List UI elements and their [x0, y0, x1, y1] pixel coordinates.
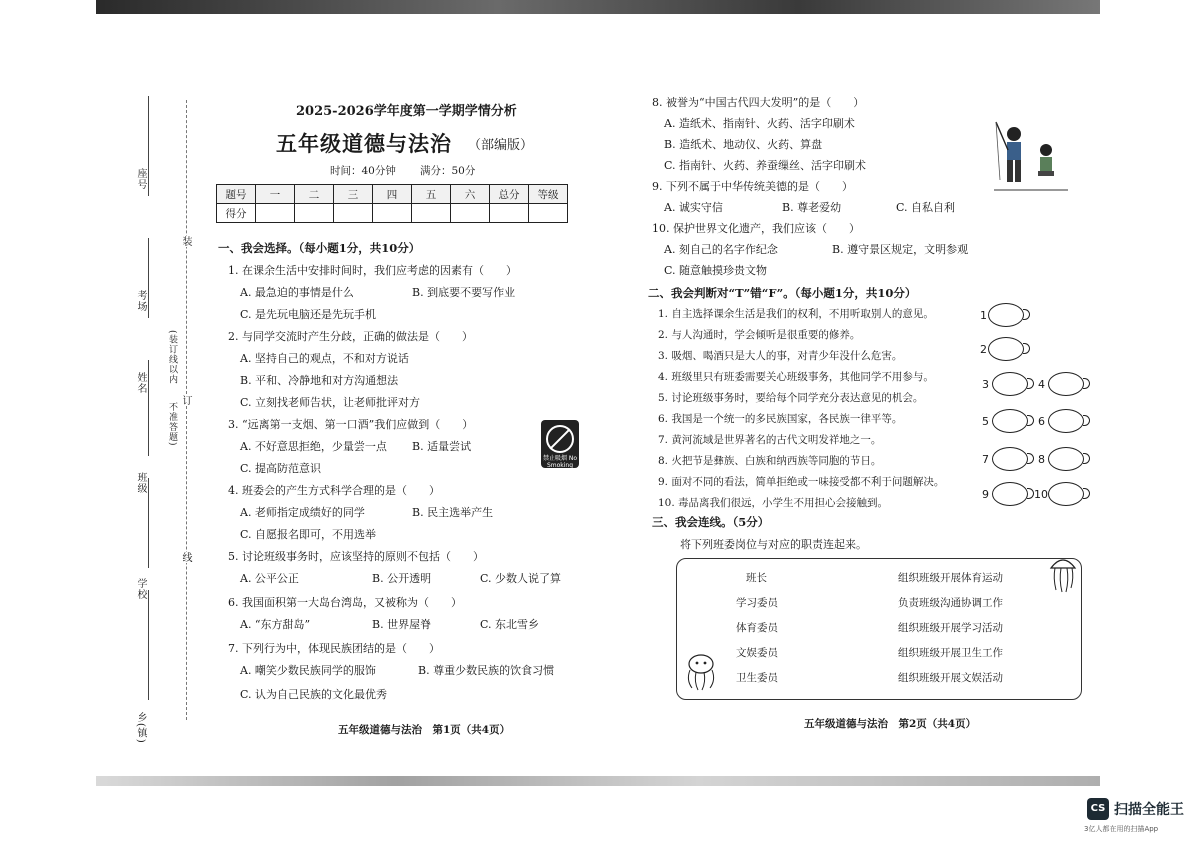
class-label: 班级 — [135, 472, 146, 494]
q6-option-b[interactable]: B. 世界屋脊 — [372, 618, 432, 631]
q8-option-b[interactable]: B. 造纸术、地动仪、火药、算盘 — [664, 138, 823, 151]
q6-option-a[interactable]: A. “东方甜岛” — [240, 618, 311, 631]
q9-stem: 9. 下列不属于中华传统美德的是（ ） — [652, 180, 853, 193]
binding-xian: 线 — [180, 552, 191, 563]
answer-label-8: 8 — [1038, 453, 1045, 466]
judge-item-10: 10. 毒品离我们很远，小学生不用担心会接触到。 — [658, 497, 889, 509]
role-item-4[interactable]: 文娱委员 — [736, 647, 778, 659]
q4-option-c[interactable]: C. 自愿报名即可，不用选举 — [240, 528, 377, 541]
score-cell[interactable] — [529, 204, 568, 223]
name-label: 姓名 — [135, 372, 146, 394]
section2-heading: 二、我会判断对“T”错“F”。（每小题1分，共10分） — [648, 286, 917, 300]
score-cell[interactable] — [334, 204, 373, 223]
answer-fish-icon-2[interactable] — [988, 337, 1024, 361]
judge-item-4: 4. 班级里只有班委需要关心班级事务，其他同学不用参与。 — [658, 371, 934, 383]
binding-dashed-line — [186, 100, 187, 720]
judge-item-9: 9. 面对不同的看法，简单拒绝或一味接受都不利于问题解决。 — [658, 476, 945, 488]
q4-option-a[interactable]: A. 老师指定成绩好的同学 — [240, 506, 365, 519]
q10-option-c[interactable]: C. 随意触摸珍贵文物 — [664, 264, 768, 277]
q1-stem: 1. 在课余生活中安排时间时，我们应考虑的因素有（ ） — [228, 264, 517, 277]
role-item-2[interactable]: 学习委员 — [736, 597, 778, 609]
score-cell[interactable] — [451, 204, 490, 223]
section1-heading: 一、我会选择。（每小题1分，共10分） — [218, 241, 421, 255]
q3-option-c[interactable]: C. 提高防范意识 — [240, 462, 322, 475]
answer-label-7: 7 — [982, 453, 989, 466]
school-underline — [148, 590, 149, 700]
edition-label: （部编版） — [468, 138, 534, 153]
score-cell[interactable] — [295, 204, 334, 223]
q9-option-a[interactable]: A. 诚实守信 — [664, 201, 723, 214]
answer-label-5: 5 — [982, 415, 989, 428]
score-header-cell: 二 — [295, 185, 334, 204]
duty-item-3[interactable]: 组织班级开展学习活动 — [898, 622, 1003, 634]
judge-item-3: 3. 吸烟、喝酒只是大人的事，对青少年没什么危害。 — [658, 350, 903, 362]
school-label: 学校 — [135, 578, 146, 600]
seat-underline — [148, 96, 149, 196]
scan-shadow-bottom — [96, 776, 1100, 786]
footer-left: 五年级道德与法治 第1页（共4页） — [338, 724, 511, 736]
answer-fish-icon-6[interactable] — [1048, 409, 1084, 433]
q1-option-a[interactable]: A. 最急迫的事情是什么 — [240, 286, 354, 299]
duty-item-2[interactable]: 负责班级沟通协调工作 — [898, 597, 1003, 609]
q10-option-b[interactable]: B. 遵守景区规定，文明参观 — [832, 243, 969, 256]
q3-option-b[interactable]: B. 适量尝试 — [412, 440, 472, 453]
q1-option-c[interactable]: C. 是先玩电脑还是先玩手机 — [240, 308, 377, 321]
q6-option-c[interactable]: C. 东北雪乡 — [480, 618, 540, 631]
no-smoking-text: 禁止吸烟 No Smoking — [542, 455, 578, 469]
answer-label-4: 4 — [1038, 378, 1045, 391]
township-label: 乡(镇) — [135, 712, 146, 744]
q7-option-b[interactable]: B. 尊重少数民族的饮食习惯 — [418, 664, 555, 677]
app-name: 扫描全能王 — [1114, 802, 1184, 818]
cs-logo-icon: CS — [1087, 798, 1109, 820]
q5-option-b[interactable]: B. 公开透明 — [372, 572, 432, 585]
room-underline — [148, 238, 149, 318]
judge-item-7: 7. 黄河流域是世界著名的古代文明发祥地之一。 — [658, 434, 882, 446]
score-cell[interactable] — [373, 204, 412, 223]
q5-option-c[interactable]: C. 少数人说了算 — [480, 572, 562, 585]
name-underline — [148, 360, 149, 456]
octopus-icon — [682, 652, 720, 692]
answer-fish-icon-8[interactable] — [1048, 447, 1084, 471]
q7-option-a[interactable]: A. 嘲笑少数民族同学的服饰 — [240, 664, 376, 677]
q5-option-a[interactable]: A. 公平公正 — [240, 572, 299, 585]
q8-option-c[interactable]: C. 指南针、火药、养蚕缫丝、活字印刷术 — [664, 159, 867, 172]
q7-stem: 7. 下列行为中，体现民族团结的是（ ） — [228, 642, 440, 655]
answer-fish-icon-3[interactable] — [992, 372, 1028, 396]
role-item-3[interactable]: 体育委员 — [736, 622, 778, 634]
judge-item-6: 6. 我国是一个统一的多民族国家，各民族一律平等。 — [658, 413, 903, 425]
seat-label: 座号 — [135, 168, 146, 190]
duty-item-5[interactable]: 组织班级开展文娱活动 — [898, 672, 1003, 684]
role-item-1[interactable]: 班长 — [746, 572, 767, 584]
q2-option-a[interactable]: A. 坚持自己的观点，不和对方说话 — [240, 352, 409, 365]
q2-option-b[interactable]: B. 平和、冷静地和对方沟通想法 — [240, 374, 399, 387]
q10-option-a[interactable]: A. 刻自己的名字作纪念 — [664, 243, 778, 256]
no-smoking-icon — [546, 425, 574, 453]
binding-zhuang: 装 — [180, 236, 191, 247]
class-underline — [148, 478, 149, 568]
answer-label-1: 1 — [980, 309, 987, 322]
answer-label-2: 2 — [980, 343, 987, 356]
q4-option-b[interactable]: B. 民主选举产生 — [412, 506, 494, 519]
q8-stem: 8. 被誉为“中国古代四大发明”的是（ ） — [652, 96, 865, 109]
judge-item-2: 2. 与人沟通时，学会倾听是很重要的修养。 — [658, 329, 861, 341]
app-tagline: 3亿人都在用的扫描App — [1084, 825, 1159, 833]
q8-option-a[interactable]: A. 造纸术、指南针、火药、活字印刷术 — [664, 117, 855, 130]
section3-instruction: 将下列班委岗位与对应的职责连起来。 — [680, 538, 867, 551]
answer-fish-icon-5[interactable] — [992, 409, 1028, 433]
binding-ding: 订 — [180, 395, 191, 406]
judge-item-8: 8. 火把节是彝族、白族和纳西族等同胞的节日。 — [658, 455, 882, 467]
q2-stem: 2. 与同学交流时产生分歧，正确的做法是（ ） — [228, 330, 473, 343]
q9-option-b[interactable]: B. 尊老爱幼 — [782, 201, 842, 214]
duty-item-4[interactable]: 组织班级开展卫生工作 — [898, 647, 1003, 659]
score-row-label: 得分 — [217, 204, 256, 223]
score-header-cell: 五 — [412, 185, 451, 204]
answer-label-10: 10 — [1034, 488, 1048, 501]
room-label: 考场 — [135, 290, 146, 312]
answer-fish-icon-1[interactable] — [988, 303, 1024, 327]
q9-option-c[interactable]: C. 自私自利 — [896, 201, 956, 214]
answer-label-9: 9 — [982, 488, 989, 501]
answer-fish-icon-10[interactable] — [1048, 482, 1084, 506]
judge-item-5: 5. 讨论班级事务时，要给每个同学充分表达意见的机会。 — [658, 392, 924, 404]
score-header-cell: 六 — [451, 185, 490, 204]
answer-label-6: 6 — [1038, 415, 1045, 428]
q1-option-b[interactable]: B. 到底要不要写作业 — [412, 286, 516, 299]
q3-stem: 3. “远离第一支烟、第一口酒”我们应做到（ ） — [228, 418, 474, 431]
score-header-cell: 三 — [334, 185, 373, 204]
judge-item-1: 1. 自主选择课余生活是我们的权利，不用听取别人的意见。 — [658, 308, 934, 320]
full-score-label: 满分：50分 — [420, 165, 476, 177]
answer-fish-icon-4[interactable] — [1048, 372, 1084, 396]
scan-shadow-top — [96, 0, 1100, 14]
q6-stem: 6. 我国面积第一大岛台湾岛，又被称为（ ） — [228, 596, 462, 609]
binding-note-1: (装订线以内 — [167, 330, 177, 385]
role-item-5[interactable]: 卫生委员 — [736, 672, 778, 684]
duty-item-1[interactable]: 组织班级开展体育运动 — [898, 572, 1003, 584]
answer-fish-icon-9[interactable] — [992, 482, 1028, 506]
score-cell[interactable] — [256, 204, 295, 223]
q5-stem: 5. 讨论班级事务时，应该坚持的原则不包括（ ） — [228, 550, 484, 563]
q4-stem: 4. 班委会的产生方式科学合理的是（ ） — [228, 484, 440, 497]
footer-right: 五年级道德与法治 第2页（共4页） — [804, 718, 977, 730]
score-cell[interactable] — [490, 204, 529, 223]
answer-fish-icon-7[interactable] — [992, 447, 1028, 471]
section3-heading: 三、我会连线。（5分） — [652, 515, 770, 529]
q3-option-a[interactable]: A. 不好意思拒绝，少量尝一点 — [240, 440, 387, 453]
binding-note-2: 不准答题) — [167, 402, 177, 447]
no-smoking-sign — [541, 420, 579, 468]
q7-option-c[interactable]: C. 认为自己民族的文化最优秀 — [240, 688, 388, 701]
score-header-cell: 题号 — [217, 185, 256, 204]
time-label: 时间：40分钟 — [330, 165, 396, 177]
answer-label-3: 3 — [982, 378, 989, 391]
score-header-cell: 四 — [373, 185, 412, 204]
score-header-cell: 一 — [256, 185, 295, 204]
score-table — [216, 184, 568, 223]
score-header-cell: 等级 — [529, 185, 568, 204]
score-cell[interactable] — [412, 204, 451, 223]
q2-option-c[interactable]: C. 立刻找老师告状，让老师批评对方 — [240, 396, 421, 409]
fishing-figures-illustration — [994, 120, 1068, 196]
term-title: 2025-2026学年度第一学期学情分析 — [296, 104, 517, 119]
page-title: 五年级道德与法治 — [276, 131, 452, 156]
q10-stem: 10. 保护世界文化遗产，我们应该（ ） — [652, 222, 860, 235]
score-header-cell: 总分 — [490, 185, 529, 204]
